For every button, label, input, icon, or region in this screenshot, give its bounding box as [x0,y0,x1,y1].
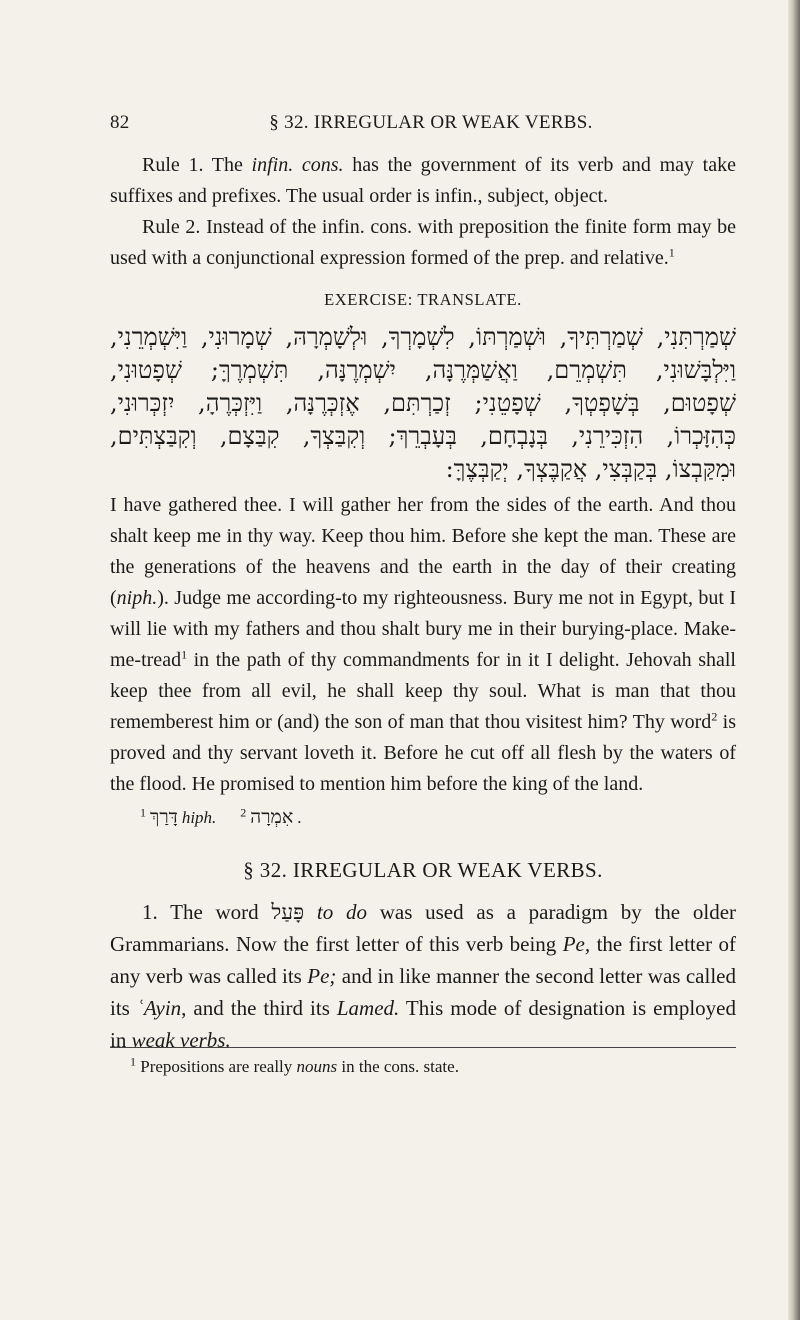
hebrew-exercise-block [110,321,736,486]
exercise-notes: $^1$ דָּרַךְ hiph. $^2$ אִמְרָה . [140,805,302,828]
section-title: § 32. IRREGULAR OR WEAK VERBS. [243,858,603,882]
rule-2-label: Rule 2. [142,216,201,238]
footnote-ref: 2 [711,709,718,724]
hebrew-line: וַיִּלְבָּשׁוּנִי, תִּשְׁמְרֵם, וַאֲשַׁמְּרֶנָּה, יִשְׁמְרֶנָּה, תִּשְׁמְרֶךָּ; שְׁפָטוּנִי, [110,356,736,384]
exercise-title: EXERCISE: TRANSLATE. [324,290,522,309]
rule-1-label: Rule 1. [142,154,204,176]
hebrew-line: כְּהִזָּכְרוֹ, הִזְכִּירֵנִי, בְּנָבְחָם, בְּעָבְרֵךְ; וְקִבַּצְךָ, קִבַּצָם, וְקִבַּצְתִּים, [110,422,736,450]
translation-paragraph: I have gathered thee. I will gather her from the sides of the earth. And thou shalt keep me in thy way. Keep thou him. Before she kept the man. These are the generations of the heavens and the earth in the day of their creating (niph.). Judge me according-to my righteousness. Bury me not in Egypt, but I will lie with my fathers and thou shalt bury me in their burying-place. Make-me-tread$^1$ in the path of thy commandments for in it I delight. Jehovah shall keep thee from all evil, he shall keep thy soul. What is man that thou rememberest him or (and) the son of man that thou visitest him? Thy word$^2$ is proved and thy servant loveth it. Before he cut off all flesh by the waters of the flood. He promised to mention him before the king of the land. [110,494,737,795]
rule-1-term: infin. cons. [251,154,344,176]
footnote: $^1$ Prepositions are really nouns in the cons. state. [130,1054,459,1076]
rule-1-paragraph: Rule 1. The infin. cons. has the government of its verb and may take suffixes and prefixes. The usual order is infin., subject, object. [110,154,736,207]
hebrew-word: אִמְרָה [250,806,294,828]
section-paragraph: 1. The word פָּעַל to do was used as a paradigm by the older Grammarians. Now the first letter of this verb being Pe, the first letter of any verb was called its Pe; and in like manner the second letter was called its ʿAyin, and the third its Lamed. This mode of designation is employed in weak verbs. [110,900,737,1052]
hebrew-word: דָּרַךְ [150,806,178,828]
page-body [110,150,736,1056]
footnote-divider [110,1047,736,1048]
book-spine-edge [788,0,800,1320]
hebrew-line: וּמִקַּבְצוֹ, בְּקַבְּצִי, אֲקַבֶּצְךָ, יְקַבְּצֶךָּ: [445,455,736,483]
hebrew-line: שְׁפָטוּם, בְּשָׁפְטְךָ, שְׁפָטֵנִי; זְכַרְתִּם, אֶזְכְּרֶנָּה, וַיִּזְכְּרֶהָ, יִזְכְּרוּנִי, [110,389,736,417]
hebrew-line: שְׁמַרְתִּנִי, שְׁמַרְתִּיךָ, וּשְׁמַרְתּוֹ, לִשְׁמָרְךָ, וּלְשָׁמְרָהּ, שְׁמָרוּנִי, וַיִּשְׁמְרֵנִי, [110,323,736,351]
hebrew-word: פָּעַל [271,900,305,924]
running-title: § 32. IRREGULAR OR WEAK VERBS. [269,112,593,133]
page-header [110,112,752,142]
footnote-ref: 1 [181,647,188,662]
page-number: 82 [110,112,130,133]
rule-2-paragraph: Rule 2. Instead of the infin. cons. with preposition the finite form may be used with a conjunctional expression formed of the prep. and relative.$^1$ [110,216,736,269]
footnote-ref: 1 [668,245,675,260]
